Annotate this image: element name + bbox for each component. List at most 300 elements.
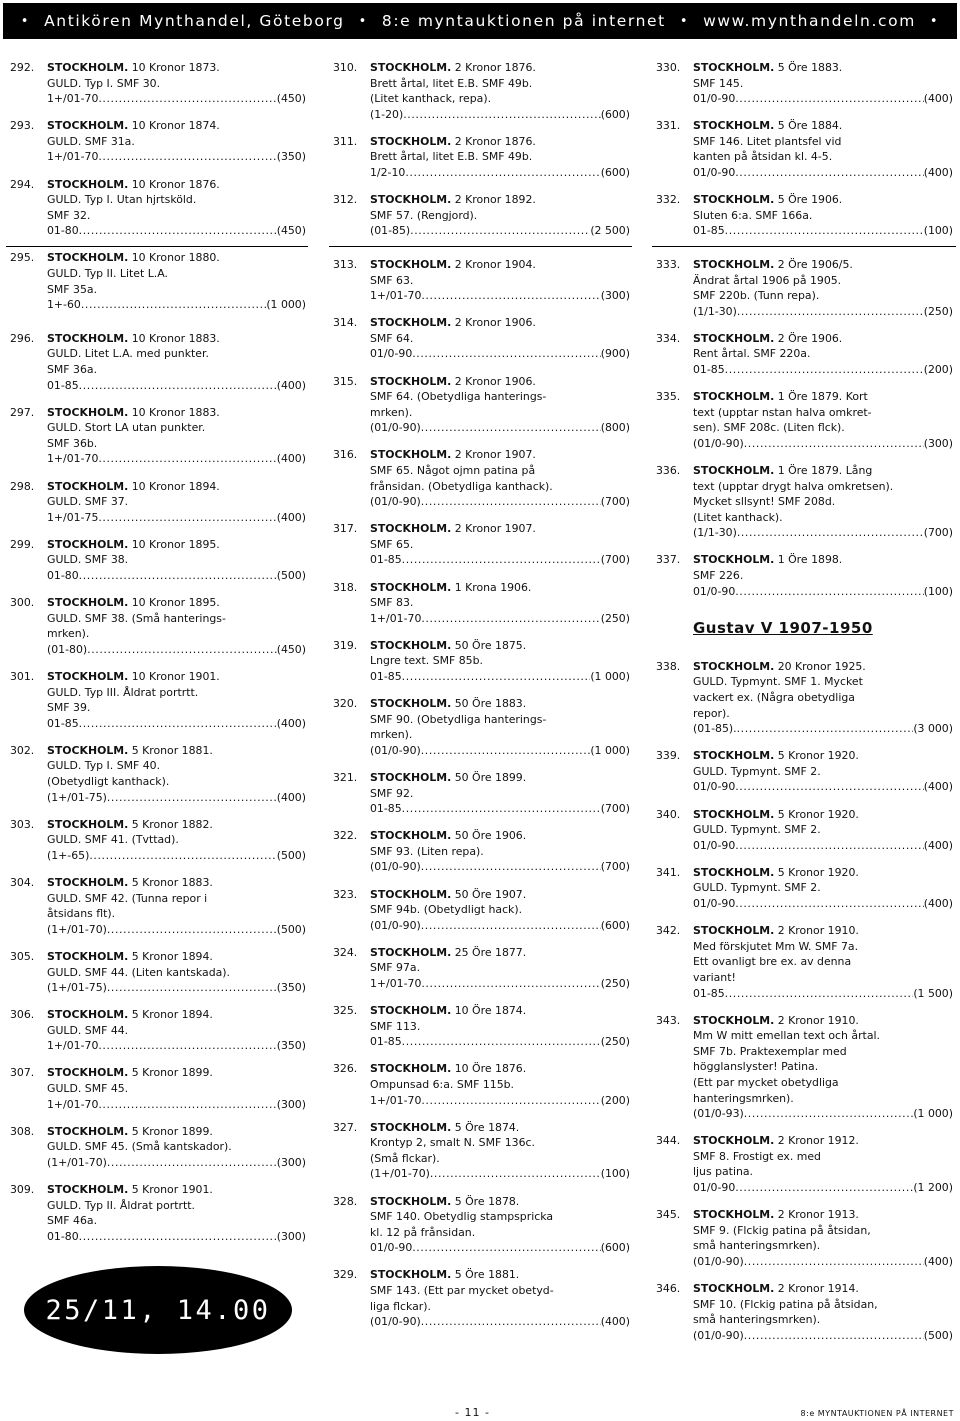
lot-mint-city: STOCKHOLM.: [693, 119, 775, 133]
lot-title-line: [656, 118, 953, 134]
lot-denomination: 2 Kronor 1892.: [454, 193, 536, 207]
lot-denomination: 2 Kronor 1910.: [777, 924, 859, 938]
lot-grade: 01/0-90: [693, 897, 736, 911]
lot-mint-city: STOCKHOLM.: [47, 119, 129, 133]
lot-title: [47, 177, 306, 193]
lot-mint-city: STOCKHOLM.: [370, 1194, 452, 1208]
lot-title-line: [656, 807, 953, 823]
lot-title-line: [656, 1133, 953, 1149]
lot-number: 309.: [10, 1183, 35, 1197]
lot-price-line: [333, 346, 630, 362]
lot-grade: 01-85: [693, 986, 725, 1000]
lot-grade-price: [47, 922, 306, 938]
lot-denomination: 25 Öre 1877.: [454, 945, 527, 959]
lot-price-line: [10, 716, 306, 732]
lot-title-line: [333, 521, 630, 537]
lot-start-price: (300): [276, 1097, 306, 1111]
lot-denomination: 1 Öre 1879. Kort: [777, 390, 868, 404]
lot-price-line: [333, 223, 630, 239]
lot-start-price: (450): [276, 92, 306, 106]
lot-number: 334.: [656, 331, 681, 345]
lot-start-price: (700): [600, 495, 630, 509]
lot-title-line: [333, 1267, 630, 1283]
lot-description: SMF 9. (Flckig patina på åtsidan,: [693, 1223, 871, 1237]
lot-description: SMF 32.: [47, 208, 91, 222]
lot-description: Brett årtal, litet E.B. SMF 49b.: [370, 150, 533, 164]
lot-grade: 01-85: [370, 553, 402, 567]
lot-description-line: [10, 1213, 306, 1229]
lot-description: SMF 63.: [370, 273, 414, 287]
banner-bullet-right: •: [929, 13, 940, 29]
dot-leader: [737, 525, 924, 541]
lot-grade-price: [47, 149, 306, 165]
lot-mint-city: STOCKHOLM.: [370, 580, 452, 594]
lot-grade-price: [47, 378, 306, 394]
lot-price-line: [656, 896, 953, 912]
lot-mint-city: STOCKHOLM.: [47, 1124, 129, 1138]
lot-denomination: 10 Öre 1874.: [454, 1004, 527, 1018]
lot-entry: [333, 945, 630, 992]
lot-title-line: [333, 638, 630, 654]
dot-leader: [107, 1155, 277, 1171]
lot-title: [47, 118, 306, 134]
lot-description: GULD. SMF 45. (Små kantskador).: [47, 1140, 232, 1154]
lot-start-price: (400): [923, 897, 953, 911]
lot-denomination: 5 Kronor 1894.: [131, 949, 213, 963]
lot-title: [693, 118, 953, 134]
lot-price-line: [656, 1180, 953, 1196]
lot-grade: (01/0-90): [370, 860, 421, 874]
lot-description: GULD. Stort LA utan punkter.: [47, 421, 206, 435]
lot-denomination: 5 Öre 1884.: [777, 119, 843, 133]
lot-description: SMF 8. Frostigt ex. med: [693, 1149, 821, 1163]
lot-number: 320.: [333, 697, 358, 711]
lot-description-line: [656, 1238, 953, 1254]
lot-mint-city: STOCKHOLM.: [370, 887, 452, 901]
dot-leader: [744, 1106, 914, 1122]
lot-description-line: [10, 626, 306, 642]
lot-title-line: [10, 1007, 306, 1023]
lot-description: GULD. Typmynt. SMF 1. Mycket: [693, 675, 863, 689]
lot-description: (Ett par mycket obetydliga: [693, 1075, 839, 1089]
lot-number: 345.: [656, 1208, 681, 1222]
lot-description: liga flckar).: [370, 1299, 431, 1313]
lot-start-price: (400): [276, 510, 306, 524]
lot-description: GULD. SMF 44.: [47, 1023, 129, 1037]
lot-entry: [333, 1120, 630, 1182]
lot-description: mrken).: [370, 728, 413, 742]
lot-price-line: [333, 801, 630, 817]
lot-start-price: (250): [600, 1035, 630, 1049]
lot-title-line: [656, 1013, 953, 1029]
lot-mint-city: STOCKHOLM.: [693, 1282, 775, 1295]
dot-leader: [107, 922, 277, 938]
lot-denomination: 10 Kronor 1894.: [131, 479, 220, 493]
lot-title: [693, 1133, 953, 1149]
lot-number: 311.: [333, 134, 358, 148]
lot-number: 304.: [10, 876, 35, 890]
lot-price-line: [333, 1034, 630, 1050]
lot-start-price: (600): [600, 166, 630, 180]
lot-grade-price: [693, 1254, 953, 1270]
lot-description: SMF 94b. (Obetydligt hack).: [370, 903, 523, 917]
lot-description: Rent årtal. SMF 220a.: [693, 347, 811, 361]
lot-title: [47, 479, 306, 495]
lot-title-line: [656, 331, 953, 347]
lot-denomination: 10 Kronor 1883.: [131, 405, 220, 419]
lot-number: 313.: [333, 257, 358, 271]
lot-number: 344.: [656, 1134, 681, 1148]
lot-denomination: 5 Öre 1878.: [454, 1194, 520, 1208]
lot-entry: [656, 331, 953, 378]
lot-mint-city: STOCKHOLM.: [370, 257, 452, 271]
lot-denomination: 5 Kronor 1920.: [777, 749, 859, 763]
lot-price-line: [10, 91, 306, 107]
lot-denomination: 5 Öre 1906.: [777, 193, 843, 207]
lot-entry: [10, 537, 306, 584]
lot-title-line: [333, 828, 630, 844]
lot-entry: [333, 192, 630, 239]
lot-grade: (1+/01-70): [47, 922, 107, 936]
lot-number: 340.: [656, 807, 681, 821]
lot-description: SMF 64. (Obetydliga hanterings-: [370, 390, 547, 404]
lot-description: SMF 65. Något ojmn patina på: [370, 463, 536, 477]
lot-entry: [10, 118, 306, 165]
lot-description: SMF 36a.: [47, 363, 98, 376]
lot-entry: [656, 60, 953, 107]
lot-description-line: [656, 690, 953, 706]
lot-title-line: [10, 949, 306, 965]
lot-description: SMF 36b.: [47, 436, 98, 450]
lot-title: [693, 192, 953, 208]
lot-title: [693, 1013, 953, 1029]
lot-entry: [333, 770, 630, 817]
lot-start-price: (100): [600, 1167, 630, 1181]
lot-title: [370, 1120, 630, 1136]
lot-description-line: [333, 76, 630, 92]
lot-description-line: [656, 954, 953, 970]
auction-date-badge: 25/11, 14.00: [24, 1266, 292, 1354]
lot-description-line: [333, 844, 630, 860]
lot-start-price: (700): [600, 553, 630, 567]
lot-start-price: (400): [923, 780, 953, 794]
lot-description-line: [656, 1091, 953, 1107]
lot-title: [693, 865, 953, 881]
lot-mint-city: STOCKHOLM.: [693, 1013, 775, 1027]
lot-mint-city: STOCKHOLM.: [370, 945, 452, 959]
lot-grade-price: [47, 790, 306, 806]
lot-title: [47, 1065, 306, 1081]
dot-leader: [402, 552, 601, 568]
lot-price-line: [656, 584, 953, 600]
lot-mint-city: STOCKHOLM.: [47, 596, 129, 610]
lot-description-line: [333, 1283, 630, 1299]
lot-price-line: [656, 721, 953, 737]
lot-denomination: 10 Kronor 1895.: [131, 596, 220, 610]
lot-price-line: [333, 1314, 630, 1330]
lot-denomination: 50 Öre 1906.: [454, 829, 527, 843]
lot-number: 338.: [656, 659, 681, 673]
dot-leader: [98, 451, 276, 467]
lot-title: [47, 743, 306, 759]
lot-start-price: (450): [276, 642, 306, 656]
lot-number: 325.: [333, 1004, 358, 1018]
lot-grade: 1+/01-75: [47, 510, 99, 524]
lot-number: 296.: [10, 331, 35, 345]
lot-start-price: (400): [600, 1315, 630, 1329]
lot-description: SMF 83.: [370, 596, 414, 610]
lot-description-line: [10, 346, 306, 362]
lot-description: GULD. Typ II. Litet L.A.: [47, 267, 168, 281]
lot-mint-city: STOCKHOLM.: [47, 331, 129, 345]
dot-leader: [98, 149, 276, 165]
lot-title: [693, 331, 953, 347]
lot-entry: [333, 60, 630, 122]
lot-entry: [10, 405, 306, 467]
lot-denomination: 1 Öre 1898.: [777, 553, 843, 567]
lot-denomination: 10 Öre 1876.: [454, 1062, 527, 1076]
lot-price-line: [10, 1038, 306, 1054]
lot-grade-price: [47, 568, 306, 584]
lot-description-line: [333, 1299, 630, 1315]
lot-number: 302.: [10, 743, 35, 757]
lot-description-line: [333, 595, 630, 611]
lot-start-price: (600): [600, 107, 630, 121]
lot-title-line: [333, 192, 630, 208]
lot-denomination: 5 Kronor 1901.: [131, 1183, 213, 1197]
lot-start-price: (1 000): [913, 1107, 953, 1121]
lot-price-line: [333, 1240, 630, 1256]
lot-price-line: [656, 1328, 953, 1344]
lot-description: Mm W mitt emellan text och årtal.: [693, 1029, 880, 1043]
lot-title: [47, 817, 306, 833]
lot-number: 299.: [10, 537, 35, 551]
lot-grade-price: [693, 986, 953, 1002]
lot-grade-price: [370, 1314, 630, 1330]
lot-description-line: [656, 1044, 953, 1060]
lot-grade-price: [370, 420, 630, 436]
lot-description: Ändrat årtal 1906 på 1905.: [693, 273, 842, 287]
lot-title: [693, 923, 953, 939]
lot-description-line: [10, 266, 306, 282]
lot-denomination: 5 Kronor 1882.: [131, 817, 213, 831]
dot-leader: [737, 721, 914, 737]
lot-title-line: [656, 463, 953, 479]
dot-leader: [79, 568, 277, 584]
lot-mint-city: STOCKHOLM.: [47, 670, 129, 683]
lot-start-price: (700): [923, 526, 953, 540]
lot-title-line: [10, 875, 306, 891]
lot-price-line: [656, 525, 953, 541]
lot-number: 307.: [10, 1066, 35, 1080]
lot-title: [693, 1207, 953, 1223]
lot-denomination: 2 Kronor 1876.: [454, 61, 536, 74]
lot-entry: [10, 817, 306, 864]
lot-entry: [656, 807, 953, 854]
lot-title: [370, 887, 630, 903]
lot-description-line: [333, 91, 630, 107]
lot-title-line: [656, 60, 953, 76]
lot-description-line: [656, 1059, 953, 1075]
lot-denomination: 10 Kronor 1876.: [131, 177, 220, 191]
lot-mint-city: STOCKHOLM.: [370, 448, 452, 462]
lot-title: [370, 374, 630, 390]
dot-leader: [421, 288, 600, 304]
lot-grade-price: [693, 838, 953, 854]
lot-description-line: [656, 420, 953, 436]
lot-mint-city: STOCKHOLM.: [370, 134, 452, 148]
lot-title-line: [10, 1124, 306, 1140]
lot-grade: 01-80: [47, 569, 79, 583]
lot-description-line: [333, 727, 630, 743]
lot-description-line: [10, 76, 306, 92]
lot-entry: [656, 1207, 953, 1269]
lot-grade-price: [370, 669, 630, 685]
lot-entry: [333, 887, 630, 934]
lot-title: [370, 1267, 630, 1283]
lot-price-line: [656, 304, 953, 320]
lot-grade: 01-85: [693, 224, 725, 238]
banner-auction-name: 8:e myntauktionen på internet: [381, 12, 666, 30]
lot-grade-price: [47, 716, 306, 732]
lot-price-line: [10, 1097, 306, 1113]
lot-grade: (01/0-93): [693, 1107, 744, 1121]
lot-grade-price: [693, 1180, 953, 1196]
lot-description: Mycket sllsynt! SMF 208d.: [693, 495, 836, 509]
dot-leader: [421, 743, 591, 759]
lot-title-line: [656, 389, 953, 405]
lot-grade-price: [370, 1166, 630, 1182]
lot-description-line: [10, 1198, 306, 1214]
lot-denomination: 2 Kronor 1914.: [777, 1282, 859, 1295]
lot-start-price: (400): [923, 166, 953, 180]
lot-title: [370, 1194, 630, 1210]
dot-leader: [421, 420, 601, 436]
lot-description: SMF 92.: [370, 786, 414, 800]
lot-description: variant!: [693, 970, 736, 984]
lot-entry: [656, 865, 953, 912]
dot-leader: [98, 510, 276, 526]
lot-number: 328.: [333, 1194, 358, 1208]
lot-grade: (01/0-90): [370, 743, 421, 757]
lot-title-line: [656, 659, 953, 675]
lot-description-line: [656, 1149, 953, 1165]
lot-entry: [10, 1124, 306, 1171]
lot-denomination: 2 Kronor 1906.: [454, 374, 536, 388]
lot-title: [47, 537, 306, 553]
lot-start-price: (1 000): [590, 743, 630, 757]
banner-website-link[interactable]: www.mynthandeln.com: [703, 12, 916, 30]
lot-denomination: 10 Kronor 1873.: [131, 61, 220, 74]
lot-description: text (upptar drygt halva omkretsen).: [693, 479, 894, 493]
lot-description: SMF 10. (Flckig patina på åtsidan,: [693, 1297, 878, 1311]
lot-number: 346.: [656, 1282, 681, 1295]
lot-title-line: [656, 748, 953, 764]
lot-number: 301.: [10, 670, 35, 683]
lot-description: SMF 97a.: [370, 961, 421, 975]
lot-number: 318.: [333, 580, 358, 594]
lot-grade-price: [370, 165, 630, 181]
lot-description-line: [333, 463, 630, 479]
lot-title-line: [333, 945, 630, 961]
lot-description: frånsidan. (Obetydliga kanthack).: [370, 479, 553, 493]
lot-description-line: [656, 822, 953, 838]
lot-description-line: [656, 288, 953, 304]
lot-description-line: [10, 758, 306, 774]
lot-entry: [333, 696, 630, 758]
lot-number: 292.: [10, 61, 35, 74]
lot-denomination: 2 Kronor 1912.: [777, 1134, 859, 1148]
lot-description: GULD. SMF 37.: [47, 495, 129, 509]
lot-mint-city: STOCKHOLM.: [370, 638, 452, 652]
lot-description: högglanslyster! Patina.: [693, 1060, 819, 1074]
lot-grade-price: [693, 223, 953, 239]
lot-description-line: [656, 479, 953, 495]
lot-grade: (01/0-90): [370, 421, 421, 435]
dot-leader: [735, 584, 923, 600]
lot-entry: [656, 659, 953, 737]
lot-price-line: [10, 297, 306, 313]
lot-mint-city: STOCKHOLM.: [47, 177, 129, 191]
lot-title-line: [656, 1281, 953, 1297]
lot-description-line: [333, 479, 630, 495]
lot-description: sen). SMF 208c. (Liten flck).: [693, 421, 845, 435]
lot-number: 312.: [333, 193, 358, 207]
lot-start-price: (1 000): [590, 670, 630, 683]
lot-number: 303.: [10, 817, 35, 831]
lot-description: (Litet kanthack, repa).: [370, 92, 492, 106]
lot-title: [693, 463, 953, 479]
lot-title-line: [333, 257, 630, 273]
lot-grade: 01-80: [47, 224, 79, 238]
lot-start-price: (100): [923, 584, 953, 598]
lot-number: 331.: [656, 119, 681, 133]
lot-mint-city: STOCKHOLM.: [693, 1134, 775, 1148]
lot-grade-price: [693, 436, 953, 452]
lot-number: 326.: [333, 1062, 358, 1076]
dot-leader: [735, 1180, 913, 1196]
lot-description: SMF 220b. (Tunn repa).: [693, 289, 820, 303]
lot-denomination: 2 Kronor 1910.: [777, 1013, 859, 1027]
lot-description-line: [333, 273, 630, 289]
lot-title-line: [10, 1182, 306, 1198]
lot-grade: (01-85): [370, 224, 411, 238]
lot-description-line: [656, 494, 953, 510]
lot-grade-price: [47, 980, 306, 996]
lot-denomination: 2 Kronor 1907.: [454, 522, 536, 536]
lot-number: 341.: [656, 865, 681, 879]
lot-start-price: (400): [276, 716, 306, 730]
lot-mint-city: STOCKHOLM.: [47, 1008, 129, 1022]
lot-mint-city: STOCKHOLM.: [370, 61, 452, 74]
lot-grade-price: [370, 552, 630, 568]
dot-leader: [412, 346, 600, 362]
lot-description: SMF 140. Obetydlig stampspricka: [370, 1210, 553, 1224]
lot-start-price: (300): [276, 1155, 306, 1169]
lot-title: [370, 638, 630, 654]
lot-number: 336.: [656, 463, 681, 477]
lot-denomination: 2 Öre 1906/5.: [777, 257, 853, 271]
lot-price-line: [656, 436, 953, 452]
lot-title-line: [656, 552, 953, 568]
lot-entry: [333, 1003, 630, 1050]
lot-number: 308.: [10, 1124, 35, 1138]
lot-description-line: [10, 774, 306, 790]
dot-leader: [79, 1229, 277, 1245]
banner-shop-name: Antikören Mynthandel, Göteborg: [44, 12, 345, 30]
lot-entry: [10, 60, 306, 107]
lot-grade-price: [47, 1229, 306, 1245]
